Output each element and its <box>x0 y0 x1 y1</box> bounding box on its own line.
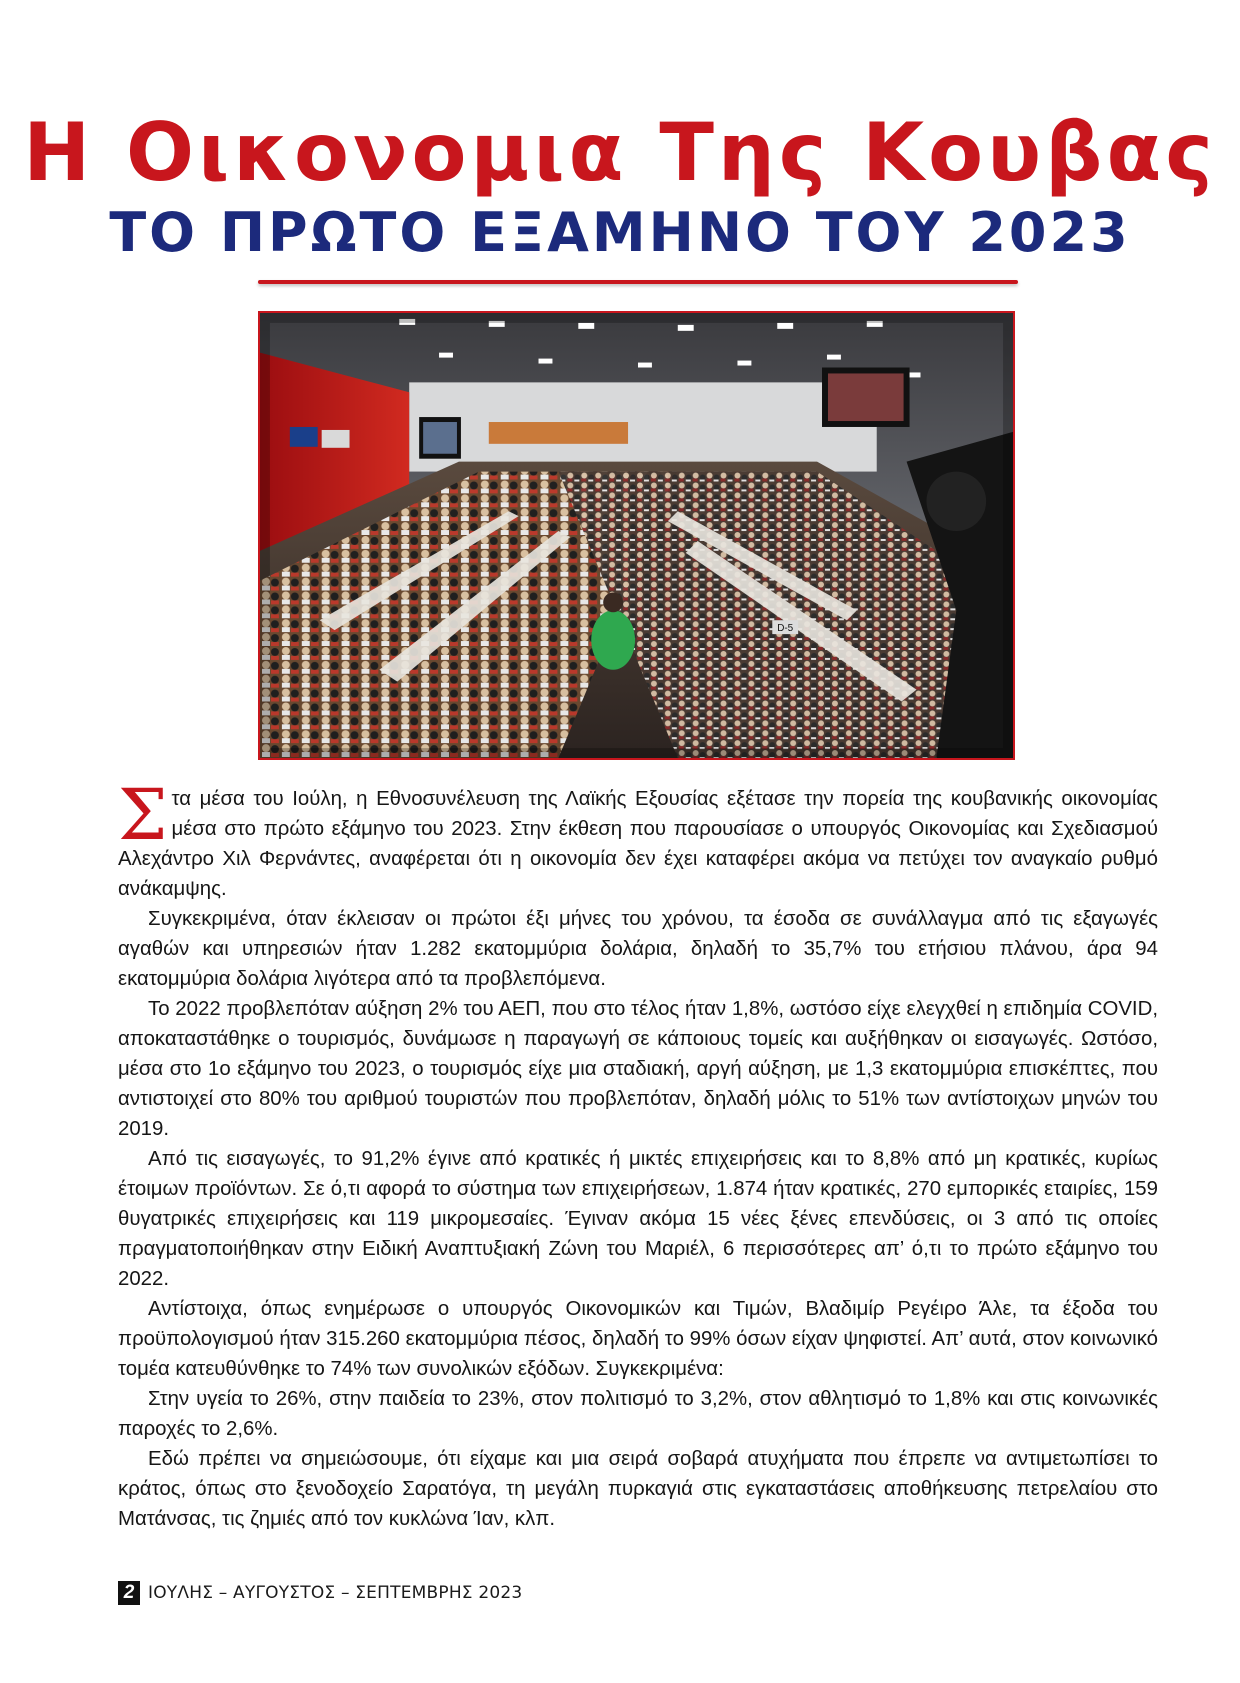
article-subtitle: ΤΟ ΠΡΩΤΟ ΕΞΑΜΗΝΟ ΤΟΥ 2023 <box>109 201 1131 264</box>
article-paragraph: Στα μέσα του Ιούλη, η Εθνοσυνέλευση της Λαϊκής Εξουσίας εξέτασε την πορεία της κουβανικής οικονομίας μέσα στο πρώτο εξάμηνο του 2023. Στην έκθεση που παρουσίασε ο υπουργός Οικονομίας και Σχεδιασμού Αλεχάντρο Χιλ Φερνάντες, αναφέρεται ότι η οικονομία δεν έχει καταφέρει ακόμα να πετύχει τον αναγκαίο ρυθμό ανάκαμψης. <box>118 774 1158 900</box>
article-title: Η Οικονομια Της Κουβας <box>23 106 1217 199</box>
page-footer <box>118 1580 522 1606</box>
title-divider <box>258 280 1018 284</box>
parliament-session-photo <box>258 311 1015 760</box>
article-paragraph: Εδώ πρέπει να σημειώσουμε, ότι είχαμε και μια σειρά σοβαρά ατυχήματα που έπρεπε να αντιμετωπίσει το κράτος, όπως στο ξενοδοχείο Σαρατόγα, τη μεγάλη πυρκαγιά στις εγκαταστάσεις αποθήκευσης πετρελαίου στο Ματάνσας, τις ζημιές από τον κυκλώνα Ίαν, κλπ. <box>118 1448 1158 1530</box>
desk-label: D-5 <box>777 623 794 635</box>
article-paragraph: Το 2022 προβλεπόταν αύξηση 2% του ΑΕΠ, που στο τέλος ήταν 1,8%, ωστόσο είχε ελεγχθεί η επιδημία COVID, αποκαταστάθηκε ο τουρισμός, δυνάμωσε η παραγωγή σε κάποιους τομείς και αυξήθηκαν οι εισαγωγές. Ωστόσο, μέσα στο 1ο εξάμηνο του 2023, ο τουρισμός είχε μια σταδιακή, αργή αύξηση, με 1,3 εκατομμύρια επισκέπτες, που αντιστοιχεί στο 80% του αριθμού τουριστών που προβλεπόταν, δηλαδή μόλις το 51% των αντίστοιχων μηνών του 2019. <box>118 998 1158 1140</box>
drop-cap: Σ <box>118 774 168 856</box>
photo-illustration <box>260 313 1013 758</box>
article-paragraph: Συγκεκριμένα, όταν έκλεισαν οι πρώτοι έξι μήνες του χρόνου, τα έσοδα σε συνάλλαγμα από τις εξαγωγές αγαθών και υπηρεσιών ήταν 1.282 εκατομμύρια δολάρια, δηλαδή το 35,7% του ετήσιου πλάνου, άρα 94 εκατομμύρια δολάρια λιγότερα από τα προβλεπόμενα. <box>118 908 1158 990</box>
article-body <box>118 774 1158 1534</box>
article-paragraph: Από τις εισαγωγές, το 91,2% έγινε από κρατικές ή μικτές επιχειρήσεις και το 8,8% από μη κρατικές, κυρίως έτοιμων προϊόντων. Σε ό,τι αφορά το σύστημα των επιχειρήσεων, 1.874 ήταν κρατικές, 270 εμπορικές εταιρίες, 159 θυγατρικές επιχειρήσεις και 119 μικρομεσαίες. Έγιναν ακόμα 15 νέες ξένες επενδύσεις, οι 3 από τις οποίες πραγματοποιήθηκαν στην Ειδική Αναπτυξιακή Ζώνη του Μαριέλ, 6 περισσότερες απ’ ό,τι το πρώτο εξάμηνο του 2022. <box>118 1148 1158 1290</box>
article-paragraph: Αντίστοιχα, όπως ενημέρωσε ο υπουργός Οικονομικών και Τιμών, Βλαδιμίρ Ρεγέιρο Άλε, τα έξοδα του προϋπολογισμού ήταν 315.260 εκατομμύρια πέσος, δηλαδή το 99% όσων είχαν ψηφιστεί. Απ’ αυτά, στον κοινωνικό τομέα κατευθύνθηκε το 74% των συνολικών εξόδων. Συγκεκριμένα: <box>118 1298 1158 1380</box>
page-number: 2 <box>118 1581 140 1605</box>
article-paragraph: Στην υγεία το 26%, στην παιδεία το 23%, στον πολιτισμό το 3,2%, στον αθλητισμό το 1,8% και στις κοινωνικές παροχές το 2,6%. <box>118 1388 1158 1440</box>
issue-label: ΙΟΥΛΗΣ – ΑΥΓΟΥΣΤΟΣ – ΣΕΠΤΕΜΒΡΗΣ 2023 <box>148 1583 523 1603</box>
